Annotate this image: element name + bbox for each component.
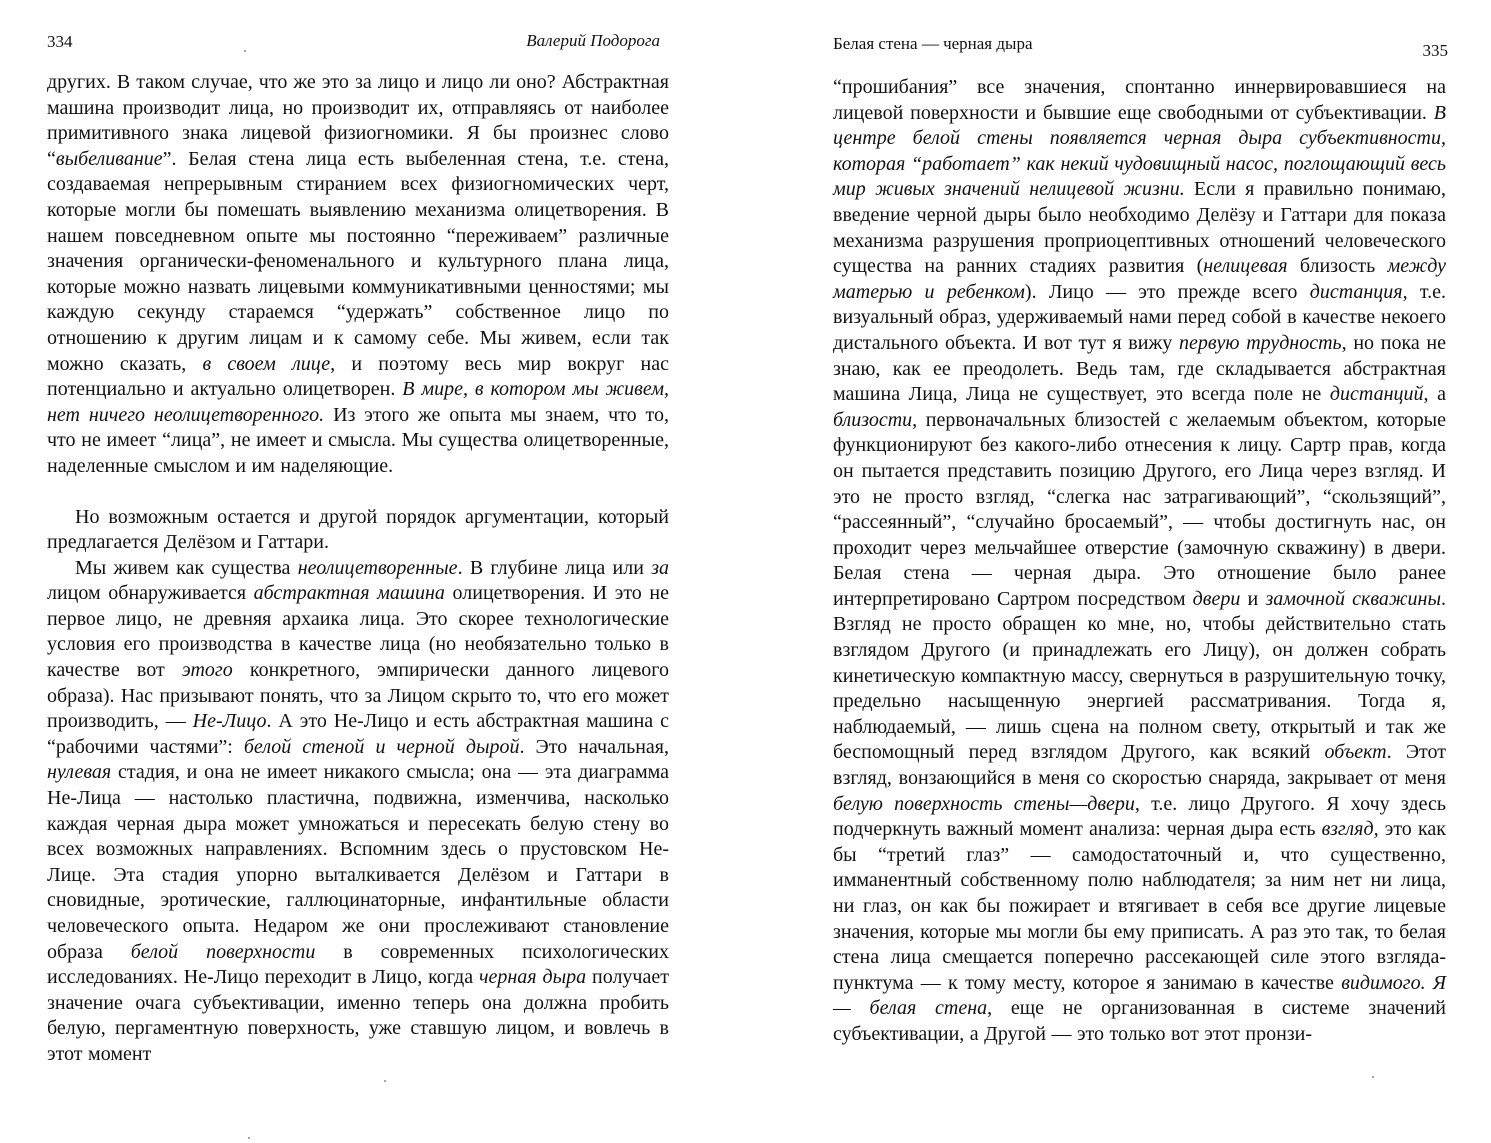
italic-emphasis: В мире, в котором мы живем, нет ничего неолицетворенного. — [47, 378, 669, 426]
text-run: Но возможным остается и другой порядок аргументации, который предлагается Делёзом и Гаттари. — [47, 505, 669, 554]
scan-speck — [384, 1080, 386, 1082]
body-text-right — [833, 75, 1446, 1048]
text-run: ). Лицо — это прежде всего — [1024, 280, 1310, 303]
italic-emphasis: дистанций — [1329, 383, 1424, 406]
text-run: . Взгляд не просто обращен ко мне, но, чтобы действительно стать взглядом Другого (и принадлежать его Лицу), он должен собрать кинетическую компактную массу, свернуться в разрушительную точку, предельно насыщенную энергией рассматривания. Тогда я, наблюдаемый, — лишь сцена на полном свету, открытый и так же беспомощный перед взглядом Другого, как всякий — [833, 587, 1447, 764]
scan-speck — [1372, 1076, 1374, 1078]
italic-emphasis: неолицетворенные — [297, 556, 458, 579]
text-run: “прошибания” все значения, спонтанно иннервировавшиеся на лицевой поверхности и бывшие еще свободными от субъективации. — [833, 76, 1446, 124]
italic-emphasis: близости — [833, 408, 913, 431]
left-page — [0, 0, 745, 1143]
italic-emphasis: этого — [181, 659, 233, 682]
text-run: получает значение очага субъективации, именно теперь она должна пробить белую, пергаментную поверхность, уже ставшую лицом, и вовлечь в этот момент — [47, 966, 669, 1065]
text-run: , первоначальных близостей с желаемым объектом, которые функционируют без какого-либо отнесения к лицу. Сартр прав, когда он пытается представить позицию Другого, его Лица через взгляд. И это не просто взгляд, “слегка нас затрагивающий”, “скользящий”, “рассеянный”, “случайно бросаемый”, — чтобы достигнуть нас, он проходит через мельчайшее отверстие (замочную скважину) в двери. Белая стена — черная дыра. Это отношение было ранее интерпретировано Сартром посредством — [833, 408, 1446, 610]
italic-emphasis: черная дыра — [478, 966, 587, 989]
italic-emphasis: Не-Лицо — [192, 710, 267, 733]
italic-emphasis: в своем лице — [202, 352, 331, 375]
text-run: , т.е. визуальный образ, удерживаемый нами перед собой в качестве некоего дистального объекта. И вот тут я вижу — [833, 280, 1446, 354]
text-run: стадия, и она не имеет никакого смысла; она — эта диаграмма Не-Лица — настолько пластична, подвижна, изменчива, насколько каждая черная дыра может умножаться и пересекать белую стену во всех возможных направлениях. Вспомним здесь о прустовском Не-Лице. Эта стадия упорно выталкивается Делёзом и Гаттари в сновидные, эротические, галлюцинаторные, инфантильные области человеческого опыта. Недаром же они прослеживают становление образа — [47, 761, 669, 963]
text-run: ”. Белая стена лица есть выбеленная стена, т.е. стена, создаваемая непрерывным стиранием всех физиогномических черт, которые могли бы помешать выявлению механизма олицетворения. В нашем повседневном опыте мы постоянно “переживаем” различные значения органически-феноменального и культурного плана лица, которые можно назвать лицевыми коммуникативными ценностями; мы каждую секунду стараемся “удержать” собственное лицо по отношению к другим лицам и к самому себе. Мы живем, если так можно сказать, — [47, 147, 669, 375]
italic-emphasis: белой стеной и черной дырой — [243, 735, 520, 758]
text-run: Из этого же опыта мы знаем, что то, что не имеет “лица”, не имеет и смысла. Мы существа олицетворенные, наделенные смыслом и им наделяющие. — [47, 403, 669, 477]
italic-emphasis: абстрактная машина — [253, 582, 445, 605]
text-run: , а — [1423, 383, 1446, 406]
italic-emphasis: белую поверхность стены—двери — [833, 792, 1135, 815]
text-run: , но пока не знаю, как ее преодолеть. Ведь там, где складывается абстрактная машина Лица, Лица не существует, это всегда поле не — [833, 331, 1447, 406]
italic-emphasis: первую трудность — [1178, 331, 1342, 354]
italic-emphasis: белой поверхности — [130, 940, 316, 963]
text-run: олицетворения. И это не первое лицо, не древняя архаика лица. Это скорее технологические условия его производства в качестве лица (но необязательно только в качестве вот — [47, 582, 669, 682]
paragraph — [47, 70, 669, 480]
text-run: лицом обнаруживается — [47, 582, 254, 605]
text-run: . А это Не-Лицо и есть абстрактная машина с “рабочими частями”: — [47, 710, 669, 758]
italic-emphasis: за — [651, 556, 669, 579]
text-run: конкретного, эмпирически данного лицевого образа). Нас призывают понять, что за Лицом скрыто то, что его может производить, — — [47, 659, 669, 733]
running-title-left: Валерий Подорога — [526, 31, 660, 50]
italic-emphasis: видимого. Я — белая стена — [833, 971, 1447, 1020]
text-run: , еще не организованная в системе значений субъективации, а Другой — это только вот этот пронзи- — [833, 997, 1446, 1045]
text-run: . Это начальная, — [519, 735, 669, 758]
text-run: , т.е. лицо Другого. Я хочу здесь подчеркнуть важный момент анализа: черная дыра есть — [833, 792, 1446, 841]
paragraph — [47, 505, 669, 556]
page-number-left: 334 — [47, 32, 73, 51]
italic-emphasis: В центре белой стены появляется черная дыра субъективности, которая “работает” как некий чудовищный насос, поглощающий весь мир живых значений нелицевой жизни. — [833, 101, 1446, 201]
text-run: , и поэтому весь мир вокруг нас потенциально и актуально олицетворен. — [47, 352, 669, 401]
text-run: и — [1240, 587, 1266, 610]
text-run: близость — [1287, 255, 1388, 278]
text-run: . Этот взгляд, вонзающийся в меня со скоростью снаряда, закрывает от меня — [833, 741, 1446, 790]
italic-emphasis: замочной скважины — [1265, 587, 1442, 610]
scan-speck — [244, 50, 246, 52]
running-title-right: Белая стена — черная дыра — [833, 34, 1033, 53]
paragraph — [47, 556, 669, 1068]
italic-emphasis: объект — [1324, 741, 1387, 764]
page-number-right: 335 — [1422, 41, 1448, 60]
text-run: Мы живем как существа — [75, 556, 298, 579]
italic-emphasis: взгляд — [1321, 818, 1374, 841]
scan-speck — [248, 1137, 250, 1139]
italic-emphasis: выбеливание — [55, 147, 163, 170]
italic-emphasis: нулевая — [47, 761, 112, 784]
text-run: . В глубине лица или — [457, 556, 652, 579]
text-run: Если я правильно понимаю, введение черной дыры было необходимо Делёзу и Гаттари для показа механизма разрушения проприоцептивных отношений человеческого существа на ранних стадиях развития ( — [833, 178, 1446, 278]
italic-emphasis: двери — [1192, 587, 1241, 610]
right-page — [745, 0, 1491, 1143]
italic-emphasis: дистанция — [1309, 280, 1403, 303]
text-run: других. В таком случае, что же это за лицо и лицо ли оно? Абстрактная машина производит лица, но производит их, отправляясь от наиболее примитивного знака лицевой физиогномики. Я бы произнес слово “ — [47, 71, 669, 170]
text-run: в современных психологических исследованиях. Не-Лицо переходит в Лицо, когда — [47, 940, 669, 989]
paragraph — [833, 75, 1446, 1048]
body-text-left — [47, 70, 669, 1068]
italic-emphasis: нелицевая — [1203, 255, 1288, 278]
text-run: , это как бы “третий глаз” — самодостаточный и, что существенно, имманентный собственному полю наблюдателя; за ним нет ни лица, ни глаз, он как бы пожирает и втягивает в себя все другие лицевые значения, которые мы могли бы ему приписать. А раз это так, то белая стена лица смещается поперечно рассекающей силе этого взгляда-пунктума — к тому месту, которое я занимаю в качестве — [833, 818, 1446, 994]
italic-emphasis: между матерью и ребенком — [833, 255, 1446, 303]
